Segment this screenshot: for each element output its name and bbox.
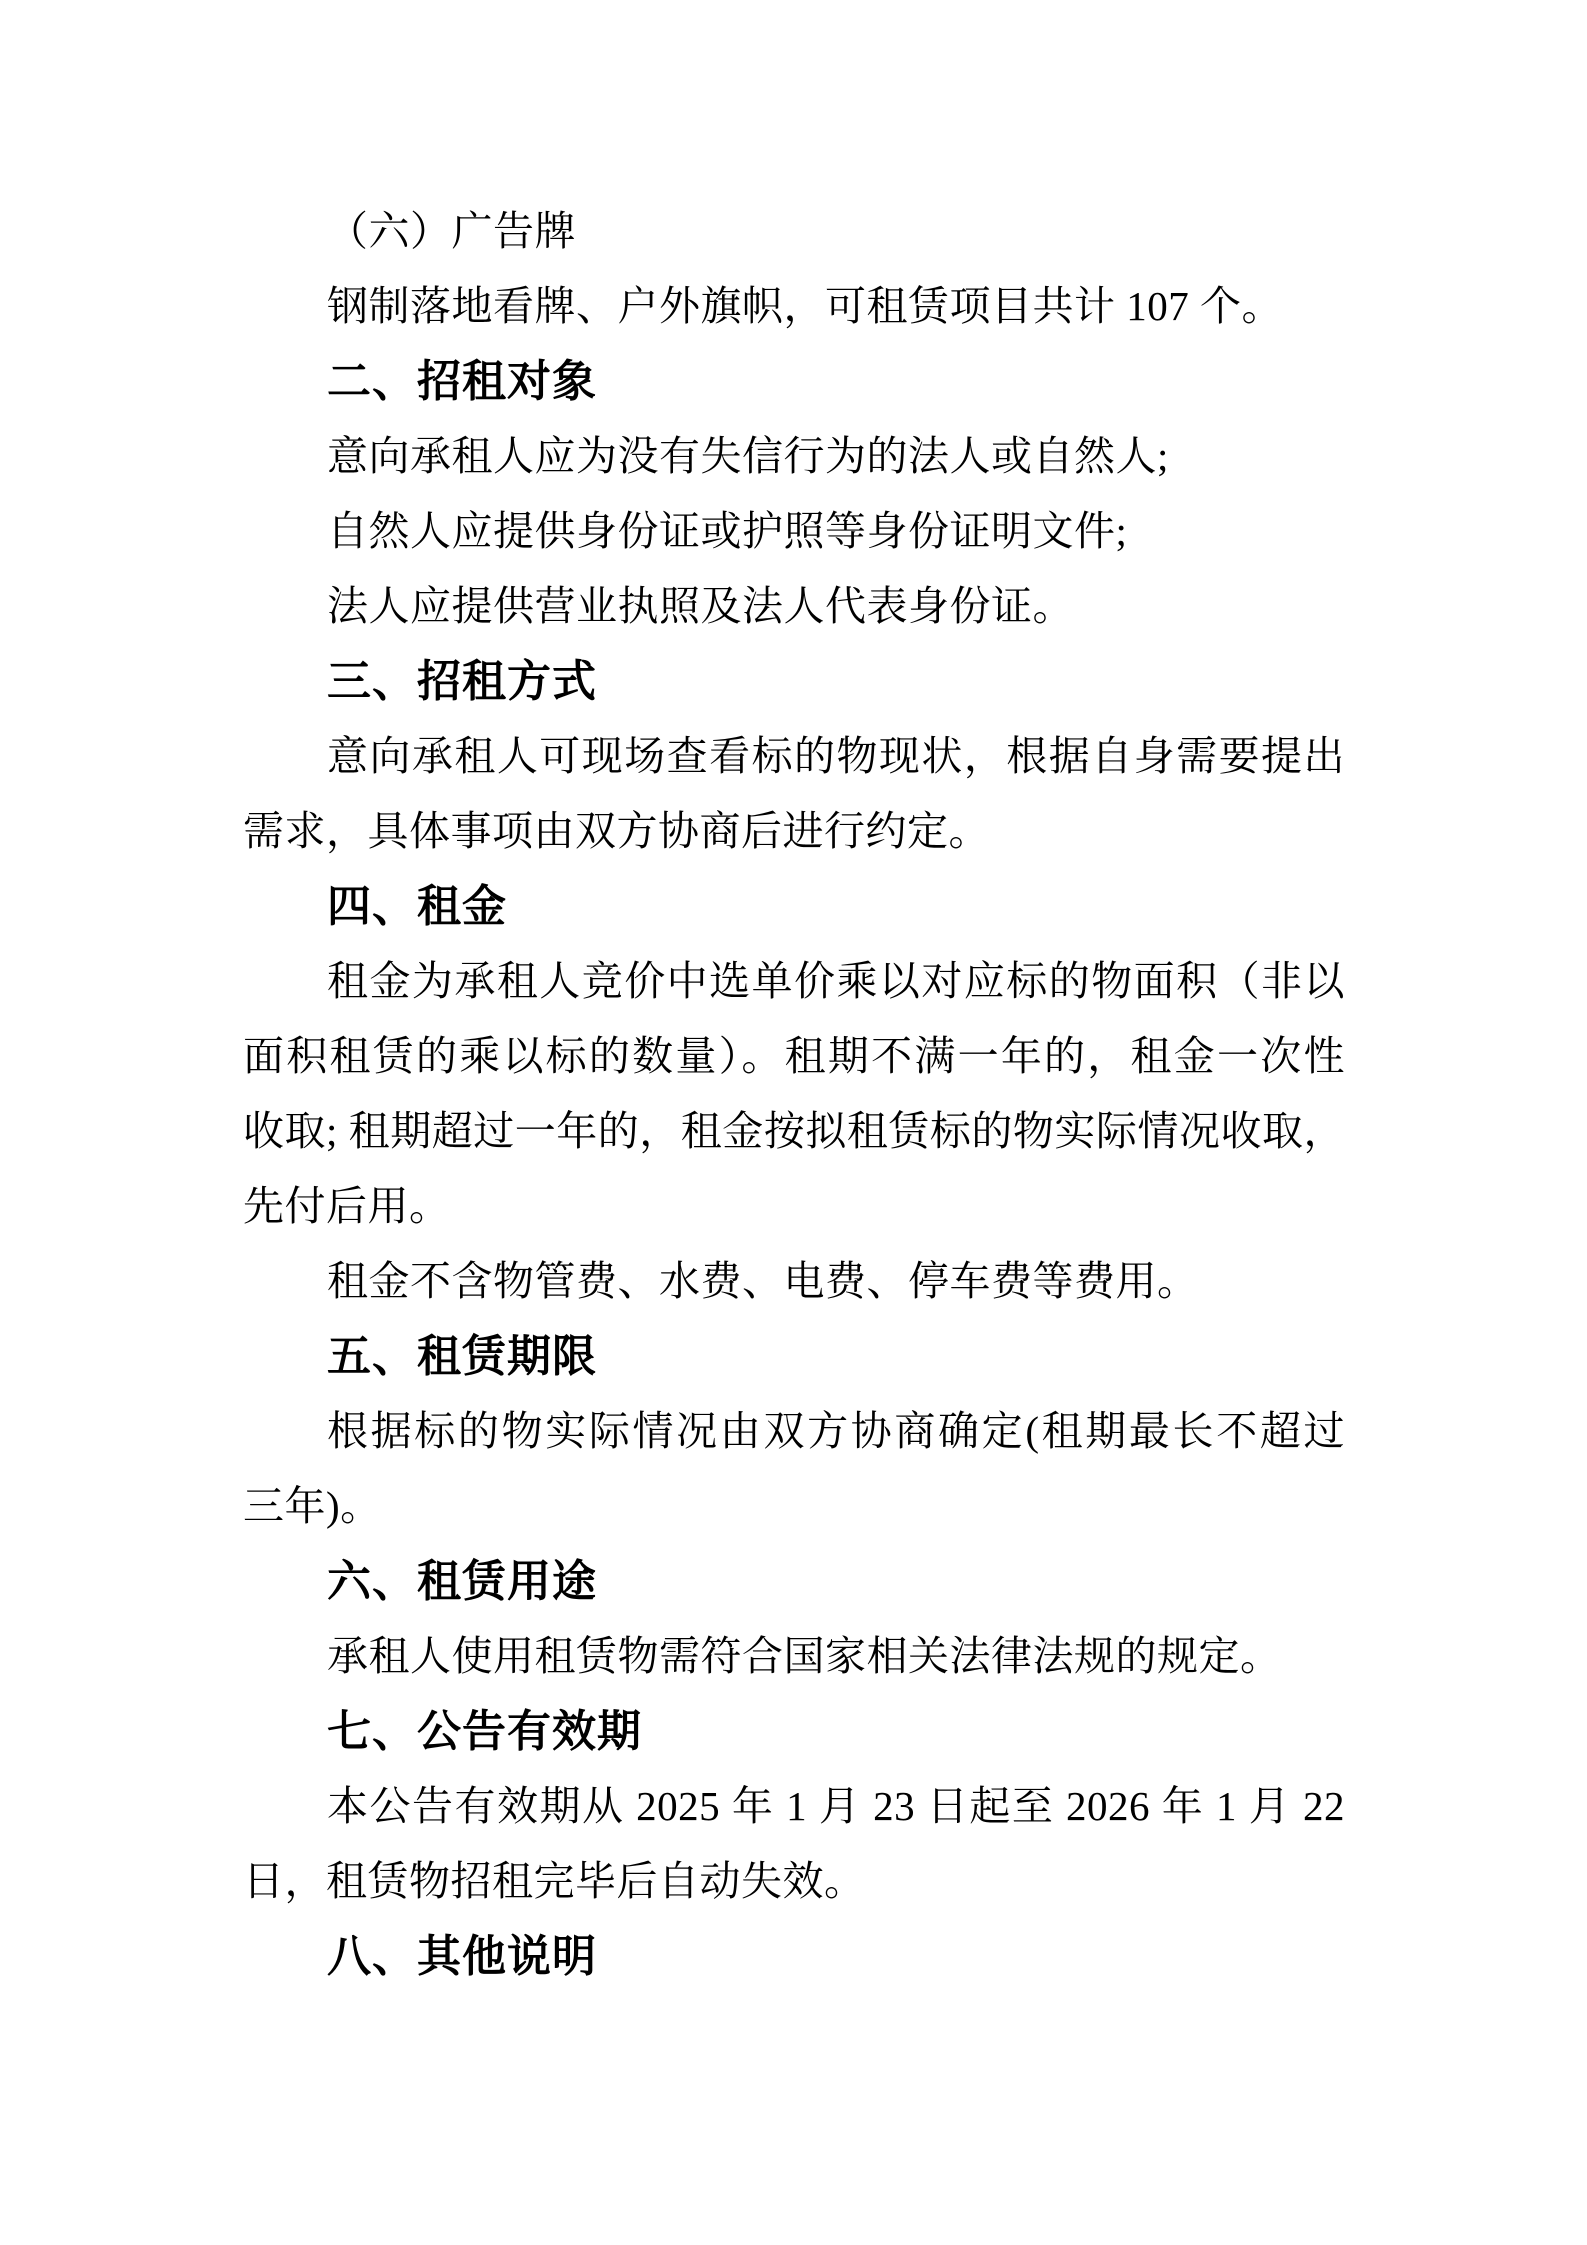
paragraph-line-target-1: 意向承租人应为没有失信行为的法人或自然人; [327, 433, 1169, 479]
section-heading-8-other: 八、其他说明 [327, 1932, 597, 1981]
section-heading-6-usage: 六、租赁用途 [327, 1557, 597, 1606]
section-heading-2-target: 二、招租对象 [327, 357, 597, 406]
section-heading-5-term: 五、租赁期限 [327, 1332, 597, 1381]
paragraph-line-validity-2: 日，租赁物招租完毕后自动失效。 [243, 1858, 866, 1904]
section-heading-7-validity: 七、公告有效期 [327, 1707, 642, 1756]
section-heading-4-rent: 四、租金 [327, 882, 507, 931]
paragraph-line-term-2: 三年)。 [243, 1483, 382, 1529]
paragraph-line-rent-5: 租金不含物管费、水费、电费、停车费等费用。 [327, 1258, 1199, 1304]
paragraph-line-rent-4: 先付后用。 [243, 1183, 451, 1229]
document-body [243, 194, 1345, 1994]
paragraph-line-rent-3: 收取; 租期超过一年的，租金按拟租赁标的物实际情况收取， [243, 1108, 1345, 1154]
paragraph-line-target-2: 自然人应提供身份证或护照等身份证明文件; [327, 508, 1128, 554]
paragraph-line-subitem6-desc: 钢制落地看牌、户外旗帜，可租赁项目共计 107 个。 [327, 283, 1283, 329]
paragraph-line-target-3: 法人应提供营业执照及法人代表身份证。 [327, 583, 1074, 629]
paragraph-line-usage-1: 承租人使用租赁物需符合国家相关法律法规的规定。 [327, 1633, 1282, 1679]
paragraph-line-method-2: 需求，具体事项由双方协商后进行约定。 [243, 808, 990, 854]
paragraph-line-rent-1: 租金为承租人竞价中选单价乘以对应标的物面积（非以 [327, 958, 1345, 1004]
section-heading-3-method: 三、招租方式 [327, 657, 597, 706]
paragraph-line-subitem6-title: （六）广告牌 [327, 208, 576, 254]
paragraph-line-method-1: 意向承租人可现场查看标的物现状，根据自身需要提出 [327, 733, 1345, 779]
paragraph-line-validity-1: 本公告有效期从 2025 年 1 月 23 日起至 2026 年 1 月 22 [327, 1783, 1345, 1829]
paragraph-line-term-1: 根据标的物实际情况由双方协商确定(租期最长不超过 [327, 1408, 1345, 1454]
paragraph-line-rent-2: 面积租赁的乘以标的数量）。租期不满一年的，租金一次性 [243, 1033, 1345, 1079]
